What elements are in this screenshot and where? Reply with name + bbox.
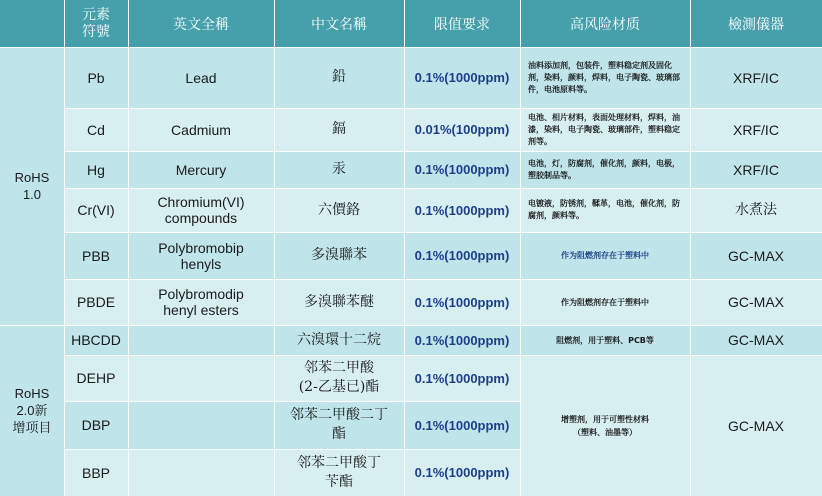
row-divider bbox=[64, 449, 520, 450]
risk-material-cell: 油料添加剂，包装件，塑料稳定剂及固化剂，染料，颜料，焊料，电子陶瓷、玻璃部件，电池原料等。 bbox=[520, 47, 690, 108]
header-chinese-name: 中文名稱 bbox=[274, 0, 404, 47]
chinese-name-cell: 六溴環十二烷 bbox=[274, 325, 404, 355]
english-name-cell: Cadmium bbox=[128, 108, 274, 151]
group-label-rohs-1: RoHS 1.0 bbox=[0, 47, 64, 325]
limit-cell: 0.1%(1000ppm) bbox=[404, 47, 520, 108]
risk-material-cell: 作为阻燃剂存在于塑料中 bbox=[520, 232, 690, 279]
header-symbol: 元素 符號 bbox=[64, 0, 128, 47]
instrument-merged-cell: GC-MAX bbox=[690, 355, 822, 496]
column-divider bbox=[274, 0, 275, 496]
limit-cell: 0.01%(100ppm) bbox=[404, 108, 520, 151]
instrument-cell: GC-MAX bbox=[690, 325, 822, 355]
row-divider bbox=[64, 401, 520, 402]
chinese-name-cell: 多溴聯苯醚 bbox=[274, 279, 404, 325]
row-divider bbox=[64, 188, 822, 189]
risk-material-merged-cell: 增塑剂，用于可塑性材料 （塑料、油墨等） bbox=[520, 355, 690, 496]
header-instrument: 檢測儀器 bbox=[690, 0, 822, 47]
english-name-cell bbox=[128, 325, 274, 355]
risk-material-cell: 阻燃剂，用于塑料、PCB等 bbox=[520, 325, 690, 355]
column-divider bbox=[128, 0, 129, 496]
row-divider bbox=[64, 279, 822, 280]
row-divider bbox=[0, 47, 822, 48]
risk-material-cell: 作为阻燃剂存在于塑料中 bbox=[520, 279, 690, 325]
column-divider bbox=[64, 0, 65, 496]
risk-material-cell: 电镀液，防锈剂，鞣革，电池，催化剂，防腐剂，颜料等。 bbox=[520, 188, 690, 232]
row-divider bbox=[64, 232, 822, 233]
column-divider bbox=[404, 0, 405, 496]
english-name-cell: Chromium(VI) compounds bbox=[128, 188, 274, 232]
limit-cell: 0.1%(1000ppm) bbox=[404, 325, 520, 355]
header-limit: 限值要求 bbox=[404, 0, 520, 47]
chinese-name-cell: 鉛 bbox=[274, 47, 404, 108]
chinese-name-cell: 六價鉻 bbox=[274, 188, 404, 232]
instrument-cell: XRF/IC bbox=[690, 47, 822, 108]
chinese-name-cell: 邻苯二甲酸丁 苄酯 bbox=[274, 449, 404, 496]
limit-cell: 0.1%(1000ppm) bbox=[404, 188, 520, 232]
header-english-name: 英文全稱 bbox=[128, 0, 274, 47]
chinese-name-cell: 邻苯二甲酸二丁 酯 bbox=[274, 401, 404, 449]
limit-cell: 0.1%(1000ppm) bbox=[404, 449, 520, 496]
symbol-cell: Cd bbox=[64, 108, 128, 151]
chinese-name-cell: 鎘 bbox=[274, 108, 404, 151]
column-divider bbox=[690, 0, 691, 496]
symbol-cell: Pb bbox=[64, 47, 128, 108]
instrument-cell: GC-MAX bbox=[690, 232, 822, 279]
symbol-cell: BBP bbox=[64, 449, 128, 496]
group-rohs-1 bbox=[0, 0, 64, 47]
limit-cell: 0.1%(1000ppm) bbox=[404, 355, 520, 401]
symbol-cell: HBCDD bbox=[64, 325, 128, 355]
group-label-rohs-2: RoHS 2.0新 增项目 bbox=[0, 325, 64, 496]
column-divider bbox=[520, 0, 521, 496]
english-name-cell: Polybromobip henyls bbox=[128, 232, 274, 279]
row-divider bbox=[64, 355, 822, 356]
english-name-cell bbox=[128, 401, 274, 449]
chinese-name-cell: 汞 bbox=[274, 151, 404, 188]
row-divider bbox=[0, 325, 822, 326]
symbol-cell: Hg bbox=[64, 151, 128, 188]
limit-cell: 0.1%(1000ppm) bbox=[404, 151, 520, 188]
risk-material-cell: 电池，灯，防腐剂，催化剂，颜料，电极，塑胶制品等。 bbox=[520, 151, 690, 188]
english-name-cell: Mercury bbox=[128, 151, 274, 188]
header-risk-material: 高风险材质 bbox=[520, 0, 690, 47]
row-divider bbox=[64, 108, 822, 109]
limit-cell: 0.1%(1000ppm) bbox=[404, 232, 520, 279]
english-name-cell bbox=[128, 355, 274, 401]
english-name-cell bbox=[128, 449, 274, 496]
symbol-cell: PBDE bbox=[64, 279, 128, 325]
symbol-cell: DBP bbox=[64, 401, 128, 449]
symbol-cell: PBB bbox=[64, 232, 128, 279]
row-divider bbox=[64, 151, 822, 152]
instrument-cell: XRF/IC bbox=[690, 151, 822, 188]
instrument-cell: 水煮法 bbox=[690, 188, 822, 232]
limit-cell: 0.1%(1000ppm) bbox=[404, 401, 520, 449]
chinese-name-cell: 多溴聯苯 bbox=[274, 232, 404, 279]
english-name-cell: Lead bbox=[128, 47, 274, 108]
chinese-name-cell: 邻苯二甲酸 (2-乙基已)酯 bbox=[274, 355, 404, 401]
risk-material-cell: 电池、相片材料，表面处理材料，焊料，油漆，染料，电子陶瓷、玻璃部件，塑料稳定剂等。 bbox=[520, 108, 690, 151]
instrument-cell: XRF/IC bbox=[690, 108, 822, 151]
limit-cell: 0.1%(1000ppm) bbox=[404, 279, 520, 325]
instrument-cell: GC-MAX bbox=[690, 279, 822, 325]
symbol-cell: DEHP bbox=[64, 355, 128, 401]
symbol-cell: Cr(VI) bbox=[64, 188, 128, 232]
english-name-cell: Polybromodip henyl esters bbox=[128, 279, 274, 325]
